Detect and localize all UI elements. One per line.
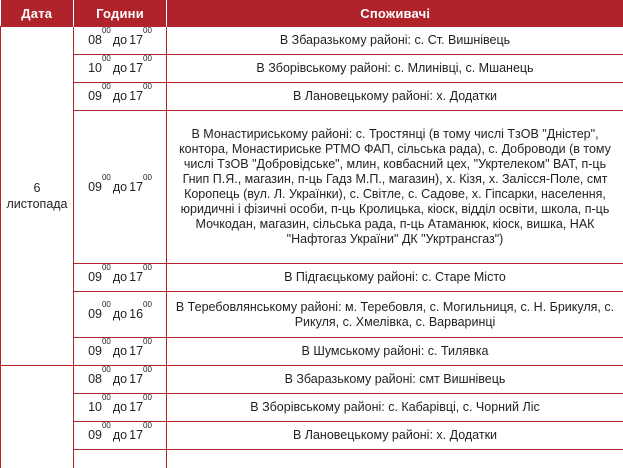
table-row [1, 450, 623, 468]
consumers-cell: В Підгаєцькому районі: с. Старе Місто [167, 264, 623, 292]
hours-cell: $10^{00}до$ $17^{00}$ [74, 55, 167, 83]
table-row [1, 366, 623, 394]
consumers-cell: В Лановецькому районі: х. Додатки [167, 83, 623, 111]
hours-cell: $08^{00}до$ $17^{00}$ [74, 366, 167, 394]
hours-cell: $10^{00}до$ $17^{00}$ [74, 394, 167, 422]
hours-cell: $09^{00}до$ $17^{00}$ [74, 111, 167, 264]
consumers-cell: В Шумському районі: с. Тилявка [167, 338, 623, 366]
date-cell [1, 366, 74, 468]
table-row [1, 27, 623, 55]
consumers-cell: В Збаразькому районі: с. Ст. Вишнівець [167, 27, 623, 55]
date-day: 6 [34, 181, 41, 195]
hours-cell: $09^{00}до$ $17^{00}$ [74, 264, 167, 292]
hours-cell: $09^{00}до$ $17^{00}$ [74, 83, 167, 111]
hours-cell [74, 450, 167, 468]
table-row [1, 422, 623, 450]
table-row [1, 394, 623, 422]
table-header-row [1, 0, 623, 27]
hours-cell: $09^{00}до$ $17^{00}$ [74, 338, 167, 366]
table-row [1, 264, 623, 292]
consumers-cell: В Теребовлянському районі: м. Теребовля, с. Могильниця, с. Н. Брикуля, с. Рикуля, с. Хмелівка, с. Варваринці [167, 292, 623, 338]
header-hours: Години [74, 0, 167, 27]
consumers-cell: В Монастириському районі: с. Тростянці (в тому числі ТзОВ "Дністер", контора, Монастириське РТМО ФАП, сільська рада), с. Доброводи (в тому числі ТзОВ "Добровідське", млин, ковбасний цех, "Укртелеком" ВАТ, п-ць Гнип П.Я., магазин, п-ць Гадз М.П., магазин), х. Кізя, х. Залісся-Поле, смт Коропець (вул. Л. Українки), с. Світле, с. Садове, х. Гіпсарки, населення, юридичні і фізичні особи, п-ць Кролицька, кіоск, відділ освіти, школа, п-ць Мочкодан, магазин, сільська рада, п-ць Атаманюк, кіоск, вишка, НАК "Нафтогаз України" ДК "Укртрансгаз") [167, 111, 623, 264]
date-cell [1, 27, 74, 366]
header-date: Дата [1, 0, 74, 27]
table-row [1, 83, 623, 111]
table-row [1, 292, 623, 338]
consumers-cell: В Зборівському районі: с. Млинівці, с. Мшанець [167, 55, 623, 83]
consumers-cell [167, 450, 623, 468]
table-row [1, 55, 623, 83]
consumers-cell: В Збаразькому районі: смт Вишнівець [167, 366, 623, 394]
consumers-cell: В Зборівському районі: с. Кабарівці, с. Чорний Ліс [167, 394, 623, 422]
table-row [1, 111, 623, 264]
date-month: листопада [6, 197, 67, 211]
consumers-cell: В Лановецькому районі: х. Додатки [167, 422, 623, 450]
hours-cell: $09^{00}до$ $17^{00}$ [74, 422, 167, 450]
hours-cell: $09^{00}до$ $16^{00}$ [74, 292, 167, 338]
header-consumers: Споживачі [167, 0, 623, 27]
hours-cell: $08^{00}до$ $17^{00}$ [74, 27, 167, 55]
table-row [1, 338, 623, 366]
